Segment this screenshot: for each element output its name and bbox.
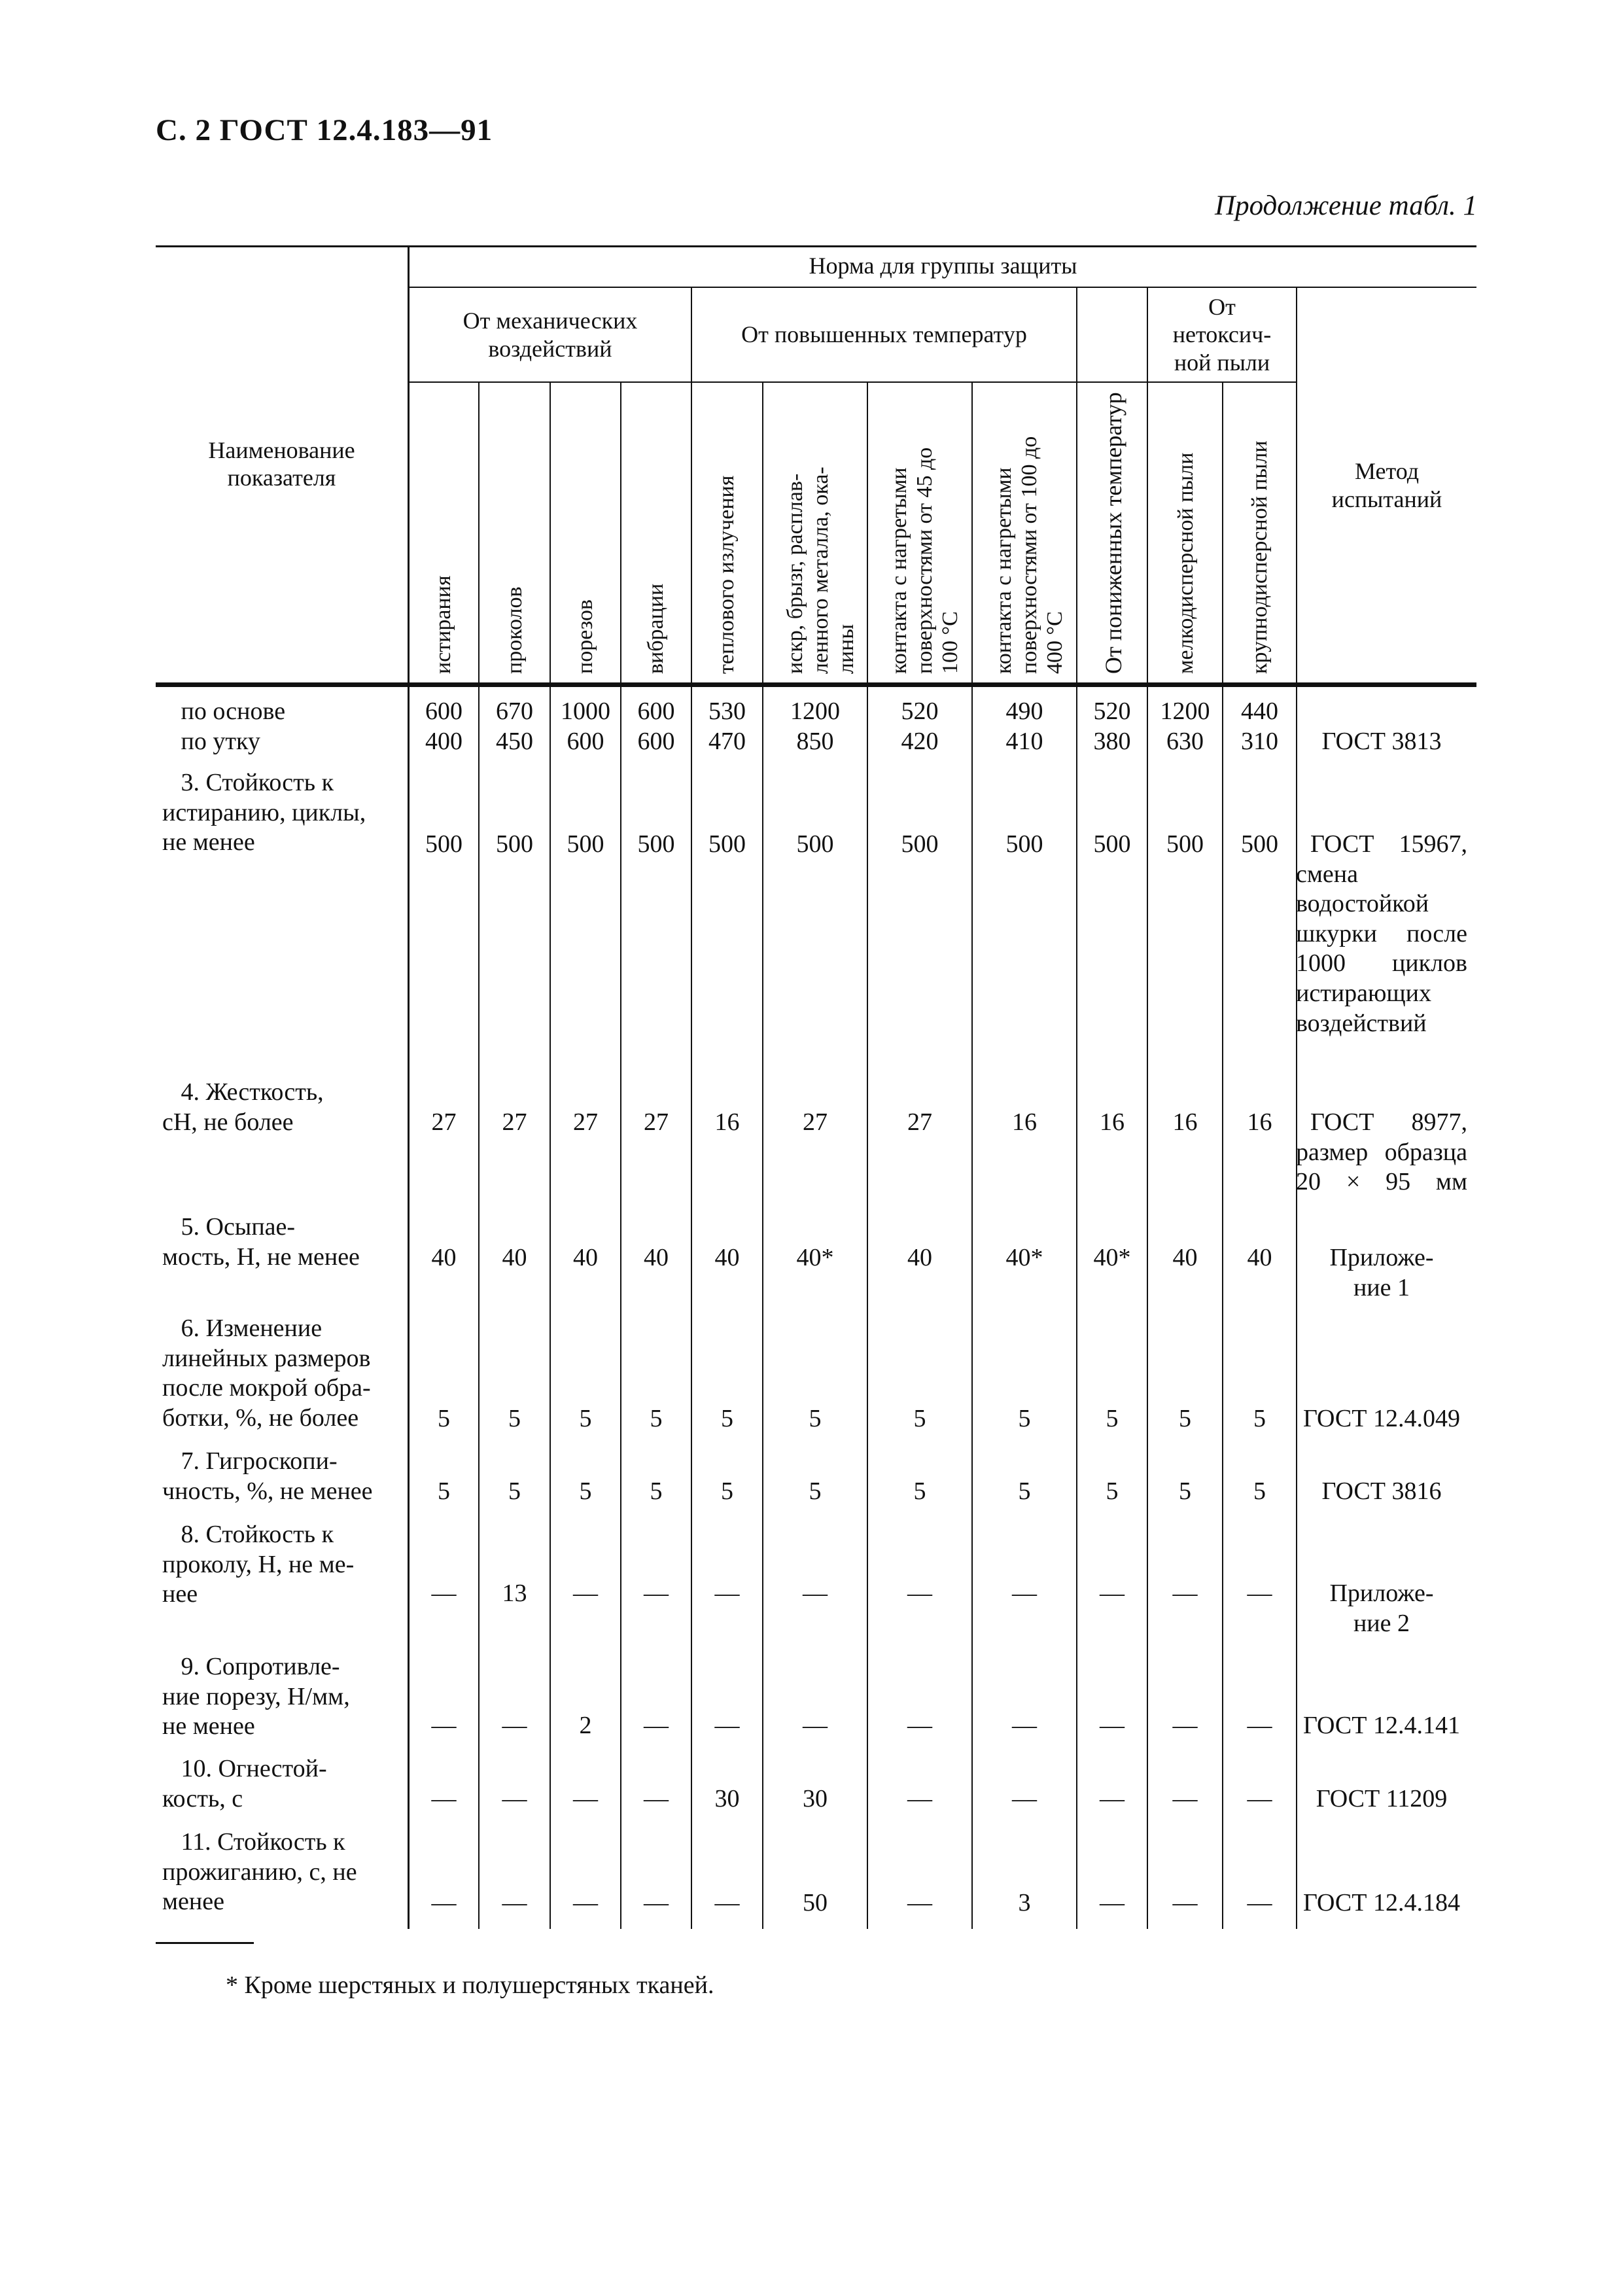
table-cell: 5 (1179, 1477, 1191, 1505)
table-cell: 5 (1018, 1477, 1031, 1505)
group-mechanical-header: От механических воздействий (462, 308, 638, 362)
table-cell: — (1100, 1580, 1125, 1607)
test-method: ГОСТ 12.4.141 (1303, 1712, 1460, 1739)
row-label: по основе по утку (181, 698, 286, 755)
table-cell: — (907, 1889, 932, 1916)
table-cell: 5 (508, 1477, 521, 1505)
table-cell: — (803, 1712, 828, 1739)
table-cell: — (1172, 1785, 1198, 1812)
table-cell: 27 (431, 1108, 457, 1136)
method-header: Метод испытаний (1331, 458, 1442, 512)
table-cell: 40* (1093, 1244, 1131, 1271)
v-rule (620, 687, 621, 1929)
table-cell: 40 (714, 1244, 740, 1271)
table-cell: 16 (1012, 1108, 1037, 1136)
row-label: 9. Сопротивле- ние порезу, Н/мм, не менее (162, 1653, 350, 1740)
table-cell: 500 (637, 830, 675, 858)
v-rule (691, 687, 692, 1929)
row-label: 11. Стойкость к прожиганию, с, не менее (162, 1828, 357, 1916)
header-bottom-rule (156, 682, 1476, 687)
table-cell: — (431, 1785, 457, 1812)
subcol-header-contact-100-400: контакта с нагретыми поверхностями от 100 до 400 °С (992, 436, 1068, 674)
v-rule (478, 687, 480, 1929)
norm-group-header: Норма для группы защиты (809, 253, 1077, 279)
v-rule (867, 687, 868, 1929)
table-cell: — (502, 1785, 527, 1812)
table-cell: 5 (1018, 1405, 1031, 1432)
row-label: 10. Огнестой- кость, с (162, 1755, 327, 1812)
table-cell: 30 (803, 1785, 828, 1812)
table-cell: 27 (644, 1108, 669, 1136)
subcol-header-coarse-dust: крупнодисперсной пыли (1248, 440, 1272, 674)
subcol-header-contact-45-100: контакта с нагретыми поверхностями от 45 до 100 °С (887, 447, 963, 674)
test-method: Приложе- ние 2 (1329, 1580, 1434, 1637)
table-cell: 500 (1005, 830, 1043, 858)
v-rule (550, 687, 551, 1929)
table-cell: 5 (809, 1405, 822, 1432)
table-cell: 500 (567, 830, 604, 858)
table-cell: 3 (1018, 1889, 1031, 1916)
test-method: Приложе- ние 1 (1329, 1244, 1434, 1301)
group-low-temp-header: От пониженных температур (1100, 392, 1126, 674)
table-cell: — (1172, 1712, 1198, 1739)
table-cell: — (714, 1580, 740, 1607)
footnote: * Кроме шерстяных и полушерстяных тканей. (226, 1971, 714, 1999)
table-cell: — (1247, 1712, 1272, 1739)
group-dust-header: От нетоксич- ной пыли (1172, 294, 1272, 376)
table-cell: — (803, 1580, 828, 1607)
table-cell: 1200 630 (1160, 698, 1210, 755)
table-cell: 5 (1106, 1477, 1119, 1505)
table-cell: 27 (907, 1108, 932, 1136)
table-cell: — (907, 1785, 932, 1812)
v-rule (478, 381, 480, 687)
page-header: С. 2 ГОСТ 12.4.183—91 (156, 113, 493, 147)
table-cell: — (1247, 1889, 1272, 1916)
table-cell: 500 (901, 830, 939, 858)
table-cell: 490 410 (1005, 698, 1043, 755)
norms-table (156, 245, 1476, 1929)
table-cell: 1200 850 (790, 698, 840, 755)
group-header-rule (408, 381, 1296, 383)
table-cell: 5 (650, 1477, 663, 1505)
table-cell: 40 (907, 1244, 932, 1271)
table-cell: 2 (579, 1712, 592, 1739)
table-cell: 520 380 (1093, 698, 1131, 755)
table-cell: 600 600 (637, 698, 675, 755)
row-label: 6. Изменение линейных размеров после мокрой обра- ботки, %, не более (162, 1315, 371, 1432)
test-method: ГОСТ 8977, размер образца 20 × 95 мм (1296, 1108, 1467, 1196)
table-cell: 500 (796, 830, 834, 858)
row-label: 8. Стойкость к проколу, Н, не ме- нее (162, 1521, 355, 1608)
table-cell: 5 (1253, 1405, 1266, 1432)
table-cell: — (573, 1580, 598, 1607)
table-cell: — (644, 1889, 669, 1916)
test-method: ГОСТ 3813 (1321, 728, 1442, 755)
v-rule (1076, 687, 1077, 1929)
table-cell: — (1012, 1580, 1037, 1607)
table-cell: — (644, 1580, 669, 1607)
table-cell: 5 (809, 1477, 822, 1505)
v-rule (971, 687, 973, 1929)
test-method: ГОСТ 11209 (1316, 1785, 1448, 1812)
table-cell: — (714, 1712, 740, 1739)
table-cell: 1000 600 (561, 698, 610, 755)
table-cell: 40 (644, 1244, 669, 1271)
table-cell: 16 (714, 1108, 740, 1136)
v-rule (1076, 287, 1077, 687)
subcol-header-punctures: проколов (502, 586, 527, 674)
table-cell: 5 (913, 1405, 926, 1432)
table-cell: 5 (1253, 1477, 1266, 1505)
table-cell: — (1247, 1580, 1272, 1607)
table-cell: 16 (1247, 1108, 1272, 1136)
test-method: ГОСТ 3816 (1321, 1477, 1442, 1505)
group-high-temp-header: От повышенных температур (741, 321, 1027, 348)
table-cell: 5 (1179, 1405, 1191, 1432)
table-cell: — (1100, 1712, 1125, 1739)
table-cell: 5 (721, 1405, 733, 1432)
table-cell: 30 (714, 1785, 740, 1812)
table-cell: 5 (508, 1405, 521, 1432)
table-cell: 5 (438, 1477, 450, 1505)
table-cell: 440 310 (1241, 698, 1278, 755)
table-cell: 50 (803, 1889, 828, 1916)
table-cell: — (1100, 1889, 1125, 1916)
table-cell: 500 (1166, 830, 1204, 858)
table-cell: — (431, 1712, 457, 1739)
table-cell: — (573, 1889, 598, 1916)
table-cell: 5 (438, 1405, 450, 1432)
v-rule (550, 381, 551, 687)
table-cell: — (1012, 1712, 1037, 1739)
test-method: ГОСТ 12.4.049 (1303, 1405, 1460, 1432)
table-cell: 40 (431, 1244, 457, 1271)
table-cell: 27 (803, 1108, 828, 1136)
table-cell: — (1100, 1785, 1125, 1812)
table-cell: 500 (496, 830, 533, 858)
table-cell: 27 (573, 1108, 598, 1136)
table-cell: 40* (796, 1244, 834, 1271)
subcol-header-vibration: вибрации (644, 583, 668, 674)
table-cell: — (1172, 1889, 1198, 1916)
table-cell: — (907, 1580, 932, 1607)
v-rule (1222, 687, 1223, 1929)
table-cell: 500 (708, 830, 746, 858)
table-cell: 40* (1005, 1244, 1043, 1271)
table-continuation-label: Продолжение табл. 1 (1215, 190, 1477, 221)
subcol-header-abrasion: истирания (431, 575, 455, 674)
table-cell: 500 (425, 830, 462, 858)
table-cell: — (1012, 1785, 1037, 1812)
table-cell: — (907, 1712, 932, 1739)
v-rule (762, 381, 763, 687)
table-cell: 520 420 (901, 698, 939, 755)
table-cell: — (502, 1712, 527, 1739)
footnote-rule (156, 1942, 254, 1944)
table-cell: 670 450 (496, 698, 533, 755)
table-cell: 5 (913, 1477, 926, 1505)
table-cell: 5 (650, 1405, 663, 1432)
row-label: 5. Осыпае- мость, Н, не менее (162, 1213, 360, 1271)
table-cell: 5 (579, 1477, 592, 1505)
table-cell: 40 (1247, 1244, 1272, 1271)
table-cell: — (573, 1785, 598, 1812)
table-cell: — (714, 1889, 740, 1916)
table-cell: 16 (1172, 1108, 1198, 1136)
v-rule (867, 381, 868, 687)
table-cell: — (1247, 1785, 1272, 1812)
table-cell: 530 470 (708, 698, 746, 755)
table-cell: 40 (502, 1244, 527, 1271)
v-rule (1222, 381, 1223, 687)
v-rule (1147, 687, 1148, 1929)
table-cell: 500 (1093, 830, 1131, 858)
test-method: ГОСТ 12.4.184 (1303, 1889, 1460, 1916)
subcol-header-thermal-radiation: теплового излучения (714, 475, 739, 674)
table-cell: — (502, 1889, 527, 1916)
v-rule (408, 687, 410, 1929)
table-cell: — (431, 1889, 457, 1916)
table-cell: 5 (721, 1477, 733, 1505)
table-cell: 5 (579, 1405, 592, 1432)
v-rule (762, 687, 763, 1929)
table-cell: 16 (1100, 1108, 1125, 1136)
table-cell: 40 (573, 1244, 598, 1271)
test-method: ГОСТ 15967, смена водостойкой шкурки после 1000 циклов истирающих воздействий (1296, 830, 1467, 1037)
subcol-header-cuts: порезов (573, 599, 597, 674)
table-cell: 27 (502, 1108, 527, 1136)
table-cell: 5 (1106, 1405, 1119, 1432)
row-label: 7. Гигроскопи- чность, %, не менее (162, 1447, 373, 1505)
v-rule (620, 381, 621, 687)
table-cell: — (644, 1785, 669, 1812)
table-cell: — (431, 1580, 457, 1607)
subcol-header-sparks: искр, брызг, расплав- ленного металла, ока- лины (783, 467, 859, 674)
table-cell: — (1172, 1580, 1198, 1607)
indicator-name-header: Наименование показателя (208, 436, 355, 491)
row-label: 3. Стойкость к истиранию, циклы, не менее (162, 769, 366, 857)
row-label: 4. Жесткость, сН, не более (162, 1078, 324, 1136)
table-cell: — (644, 1712, 669, 1739)
table-cell: 500 (1241, 830, 1278, 858)
table-cell: 13 (502, 1580, 527, 1607)
v-rule (971, 381, 973, 687)
table-cell: 600 400 (425, 698, 462, 755)
subcol-header-fine-dust: мелкодисперсной пыли (1174, 452, 1198, 674)
table-cell: 40 (1172, 1244, 1198, 1271)
